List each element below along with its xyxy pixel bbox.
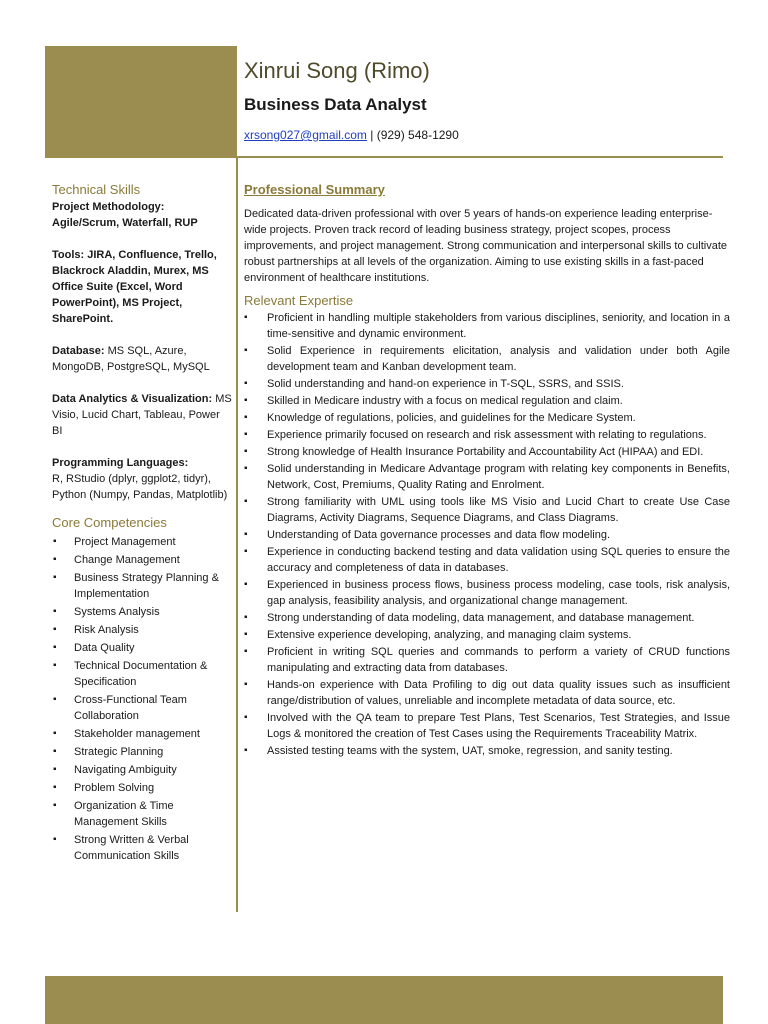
expertise-item: ▪ Strong understanding of data modeling, data management, and database management. bbox=[244, 610, 730, 626]
main-content bbox=[244, 182, 730, 760]
skill-group bbox=[52, 343, 232, 375]
skill-group bbox=[52, 199, 232, 231]
expertise-item: ▪ Experience in conducting backend testing and data validation using SQL queries to ensure the accuracy and completeness of data in databases. bbox=[244, 544, 730, 576]
email-link[interactable]: xrsong027@gmail.com bbox=[244, 128, 367, 142]
contact-line bbox=[244, 128, 459, 142]
competency-item: ▪ Systems Analysis bbox=[52, 604, 232, 620]
expertise-item: ▪ Understanding of Data governance processes and data flow modeling. bbox=[244, 527, 730, 543]
expertise-item: ▪ Solid understanding in Medicare Advantage program with relating key components in Benefits, Network, Cost, Premiums, Quality Rating and Enrolment. bbox=[244, 461, 730, 493]
expertise-item: ▪ Skilled in Medicare industry with a focus on medical regulation and claim. bbox=[244, 393, 730, 409]
expertise-item: ▪ Experienced in business process flows, business process modeling, case tools, risk analysis, gap analysis, feasibility analysis, and organizational change management. bbox=[244, 577, 730, 609]
column-divider bbox=[236, 158, 238, 912]
core-competencies-list bbox=[52, 534, 232, 864]
competency-item: ▪ Data Quality bbox=[52, 640, 232, 656]
job-title: Business Data Analyst bbox=[244, 95, 427, 114]
expertise-item: ▪ Strong knowledge of Health Insurance Portability and Accountability Act (HIPAA) and EDI. bbox=[244, 444, 730, 460]
relevant-expertise-list bbox=[244, 310, 730, 759]
skill-label: Database: bbox=[52, 345, 105, 357]
skill-value: MS SQL, Azure, MongoDB, PostgreSQL, MySQL bbox=[52, 345, 210, 373]
competency-item: ▪ Project Management bbox=[52, 534, 232, 550]
competency-item: ▪ Change Management bbox=[52, 552, 232, 568]
skill-label: Programming Languages: bbox=[52, 457, 189, 469]
competency-item: ▪ Problem Solving bbox=[52, 780, 232, 796]
phone-number: (929) 548-1290 bbox=[376, 128, 459, 142]
expertise-item: ▪ Assisted testing teams with the system, UAT, smoke, regression, and sanity testing. bbox=[244, 743, 730, 759]
header-color-block bbox=[45, 46, 236, 158]
relevant-expertise-heading: Relevant Expertise bbox=[244, 293, 354, 308]
skill-group bbox=[52, 247, 232, 327]
technical-skills-heading: Technical Skills bbox=[52, 182, 141, 197]
candidate-name: Xinrui Song (Rimo) bbox=[244, 58, 430, 83]
expertise-item: ▪ Knowledge of regulations, policies, and guidelines for the Medicare System. bbox=[244, 410, 730, 426]
skill-label: Project Methodology: bbox=[52, 201, 165, 213]
professional-summary-heading: Professional Summary bbox=[244, 182, 385, 197]
expertise-item: ▪ Proficient in writing SQL queries and commands to perform a variety of CRUD functions manipulating and extracting data from databases. bbox=[244, 644, 730, 676]
skill-group bbox=[52, 455, 232, 503]
competency-item: ▪ Strong Written & Verbal Communication Skills bbox=[52, 832, 232, 864]
skill-label: Tools: bbox=[52, 249, 85, 261]
skill-value: Agile/Scrum, Waterfall, RUP bbox=[52, 217, 198, 229]
skill-value: MS Visio, Lucid Chart, Tableau, Power BI bbox=[52, 393, 232, 437]
competency-item: ▪ Technical Documentation & Specification bbox=[52, 658, 232, 690]
expertise-item: ▪ Solid understanding and hand-on experience in T-SQL, SSRS, and SSIS. bbox=[244, 376, 730, 392]
professional-summary-text: Dedicated data-driven professional with over 5 years of hands-on experience leading enterprise-wide projects. Proven track record of leading business strategy, project scopes, process improvements, and project management. Strong communication and interpersonal skills to cultivate robust partnerships at all levels of the organization. Aiming to use existing skills in a fast-paced environment of healthcare institutions. bbox=[244, 208, 728, 284]
expertise-item: ▪ Proficient in handling multiple stakeholders from various disciplines, seniority, and location in a time-sensitive and dynamic environment. bbox=[244, 310, 730, 342]
expertise-item: ▪ Experience primarily focused on research and risk assessment with relating to regulations. bbox=[244, 427, 730, 443]
skill-value: JIRA, Confluence, Trello, Blackrock Aladdin, Murex, MS Office Suite (Excel, Word PowerPoint), MS Project, SharePoint. bbox=[52, 249, 217, 325]
footer-color-band bbox=[45, 976, 723, 1024]
technical-skills-list bbox=[52, 199, 232, 503]
competency-item: ▪ Organization & Time Management Skills bbox=[52, 798, 232, 830]
competency-item: ▪ Cross-Functional Team Collaboration bbox=[52, 692, 232, 724]
skill-label: Data Analytics & Visualization: bbox=[52, 393, 213, 405]
competency-item: ▪ Risk Analysis bbox=[52, 622, 232, 638]
core-competencies-heading: Core Competencies bbox=[52, 515, 167, 530]
header-divider-vertical bbox=[236, 46, 237, 158]
competency-item: ▪ Business Strategy Planning & Implementation bbox=[52, 570, 232, 602]
header-divider-horizontal bbox=[45, 156, 723, 158]
expertise-item: ▪ Solid Experience in requirements elicitation, analysis and validation under both Agile development team and Kanban development team. bbox=[244, 343, 730, 375]
skill-value: R, RStudio (dplyr, ggplot2, tidyr), Python (Numpy, Pandas, Matplotlib) bbox=[52, 473, 228, 501]
competency-item: ▪ Navigating Ambiguity bbox=[52, 762, 232, 778]
skill-group bbox=[52, 391, 232, 439]
expertise-item: ▪ Extensive experience developing, analyzing, and managing claim systems. bbox=[244, 627, 730, 643]
expertise-item: ▪ Hands-on experience with Data Profiling to dig out data quality issues such as insufficient range/distribution of values, unreliable and incomplete metadata of data source, etc. bbox=[244, 677, 730, 709]
competency-item: ▪ Stakeholder management bbox=[52, 726, 232, 742]
expertise-item: ▪ Strong familiarity with UML using tools like MS Visio and Lucid Chart to create Use Case Diagrams, Activity Diagrams, Sequence Diagrams, and Class Diagrams. bbox=[244, 494, 730, 526]
competency-item: ▪ Strategic Planning bbox=[52, 744, 232, 760]
expertise-item: ▪ Involved with the QA team to prepare Test Plans, Test Scenarios, Test Strategies, and Issue Logs & monitored the creation of Test Cases using the Requirements Traceability Matrix. bbox=[244, 710, 730, 742]
contact-separator: | bbox=[366, 128, 377, 142]
sidebar bbox=[52, 182, 232, 866]
